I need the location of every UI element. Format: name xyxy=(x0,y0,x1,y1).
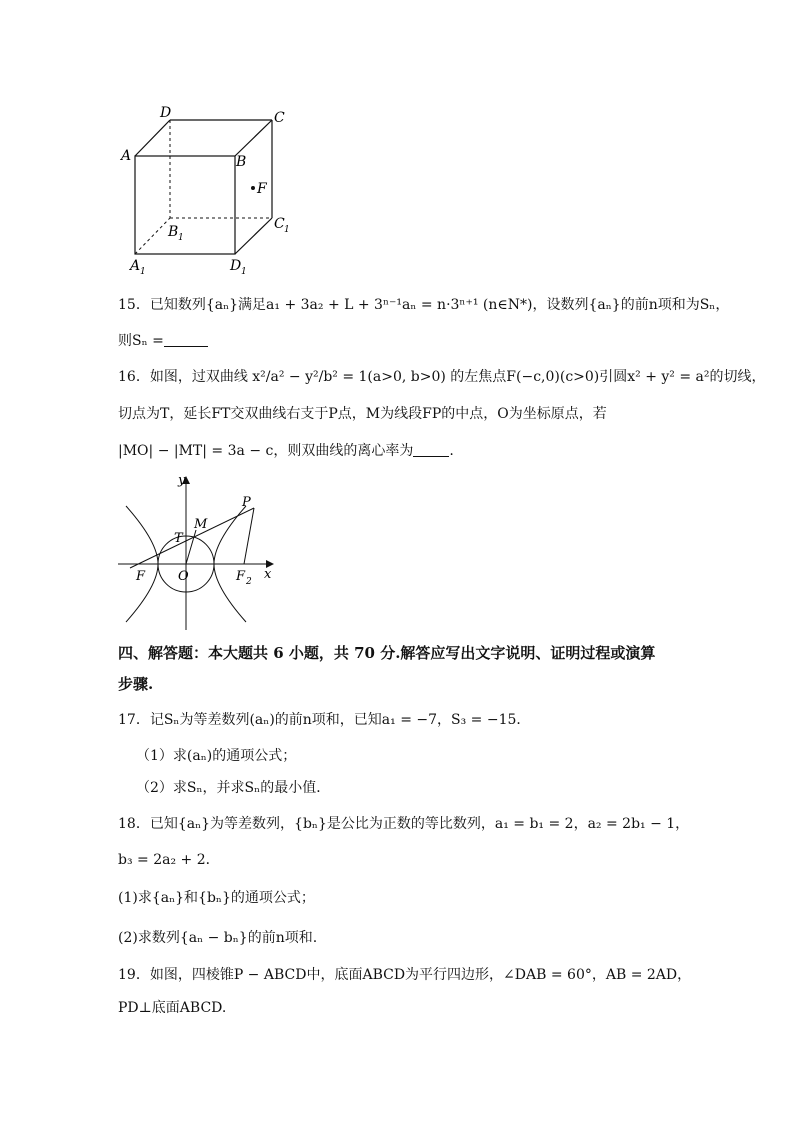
label-axis-x: x xyxy=(264,567,272,582)
q18-part2: (2)求数列{aₙ − bₙ}的前n项和. xyxy=(118,930,318,946)
label-A: A xyxy=(121,148,132,164)
q15-line2 xyxy=(118,331,208,351)
label-C1: C xyxy=(274,216,285,232)
q18-line1: 18．已知{aₙ}为等差数列，{bₙ}是公比为正数的等比数列，a₁ = b₁ = 2，a₂ = 2b₁ − 1， xyxy=(118,816,690,832)
q16-line3-suffix: . xyxy=(449,443,454,459)
label-F: F xyxy=(136,569,146,584)
label-A1-sub: 1 xyxy=(140,267,146,277)
label-T: T xyxy=(174,531,183,546)
section4-heading-line2: 步骤. xyxy=(118,675,154,693)
label-M: M xyxy=(194,517,208,532)
label-axis-y: y xyxy=(178,473,186,488)
label-C: C xyxy=(274,110,285,126)
label-F2-sub: 2 xyxy=(246,577,252,587)
q15-answer-blank[interactable] xyxy=(164,332,208,347)
q18-part1: (1)求{aₙ}和{bₙ}的通项公式； xyxy=(118,890,315,906)
label-D1: D xyxy=(230,258,242,274)
q19-line2: PD⊥底面ABCD. xyxy=(118,1000,227,1016)
q17-part1: （1）求(aₙ)的通项公式； xyxy=(136,748,297,764)
label-O: O xyxy=(178,569,189,584)
q16-line3-prefix: |MO| − |MT| = 3a − c，则双曲线的离心率为 xyxy=(118,443,414,459)
q17-part2: （2）求Sₙ，并求Sₙ的最小值． xyxy=(136,780,331,796)
q15-answer-prefix: 则Sₙ = xyxy=(118,333,164,349)
label-F: F xyxy=(257,181,267,197)
q19-line1: 19．如图，四棱锥P − ABCD中，底面ABCD为平行四边形，∠DAB = 60°，AB = 2AD， xyxy=(118,967,692,983)
label-B1: B xyxy=(168,224,179,240)
q15-line1: 15．已知数列{aₙ}满足a₁ + 3a₂ + L + 3ⁿ⁻¹aₙ = n·3ⁿ⁺¹ (n∈N*)，设数列{aₙ}的前n项和为Sₙ， xyxy=(118,297,730,313)
label-C1-sub: 1 xyxy=(284,225,290,235)
label-B: B xyxy=(236,154,247,170)
q16-line1: 16．如图，过双曲线 x²/a² − y²/b² = 1(a>0, b>0) 的左焦点F(−c,0)(c>0)引圆x² + y² = a²的切线， xyxy=(118,369,766,385)
label-A1: A xyxy=(130,258,141,274)
hyperbola-diagram xyxy=(118,470,283,635)
q16-answer-blank[interactable] xyxy=(413,442,449,457)
q16-line3 xyxy=(118,441,454,461)
q16-line2: 切点为T，延长FT交双曲线右支于P点，M为线段FP的中点，O为坐标原点，若 xyxy=(118,406,607,422)
label-D: D xyxy=(160,105,172,121)
label-P: P xyxy=(242,495,251,510)
q18-line2: b₃ = 2a₂ + 2． xyxy=(118,852,220,868)
q17-stem: 17．记Sₙ为等差数列(aₙ)的前n项和，已知a₁ = −7，S₃ = −15． xyxy=(118,712,531,728)
label-B1-sub: 1 xyxy=(178,233,184,243)
label-D1-sub: 1 xyxy=(241,267,247,277)
section4-heading-line1: 四、解答题：本大题共 6 小题，共 70 分.解答应写出文字说明、证明过程或演算 xyxy=(118,644,656,662)
cube-diagram xyxy=(110,100,310,280)
label-F2: F xyxy=(236,569,246,584)
